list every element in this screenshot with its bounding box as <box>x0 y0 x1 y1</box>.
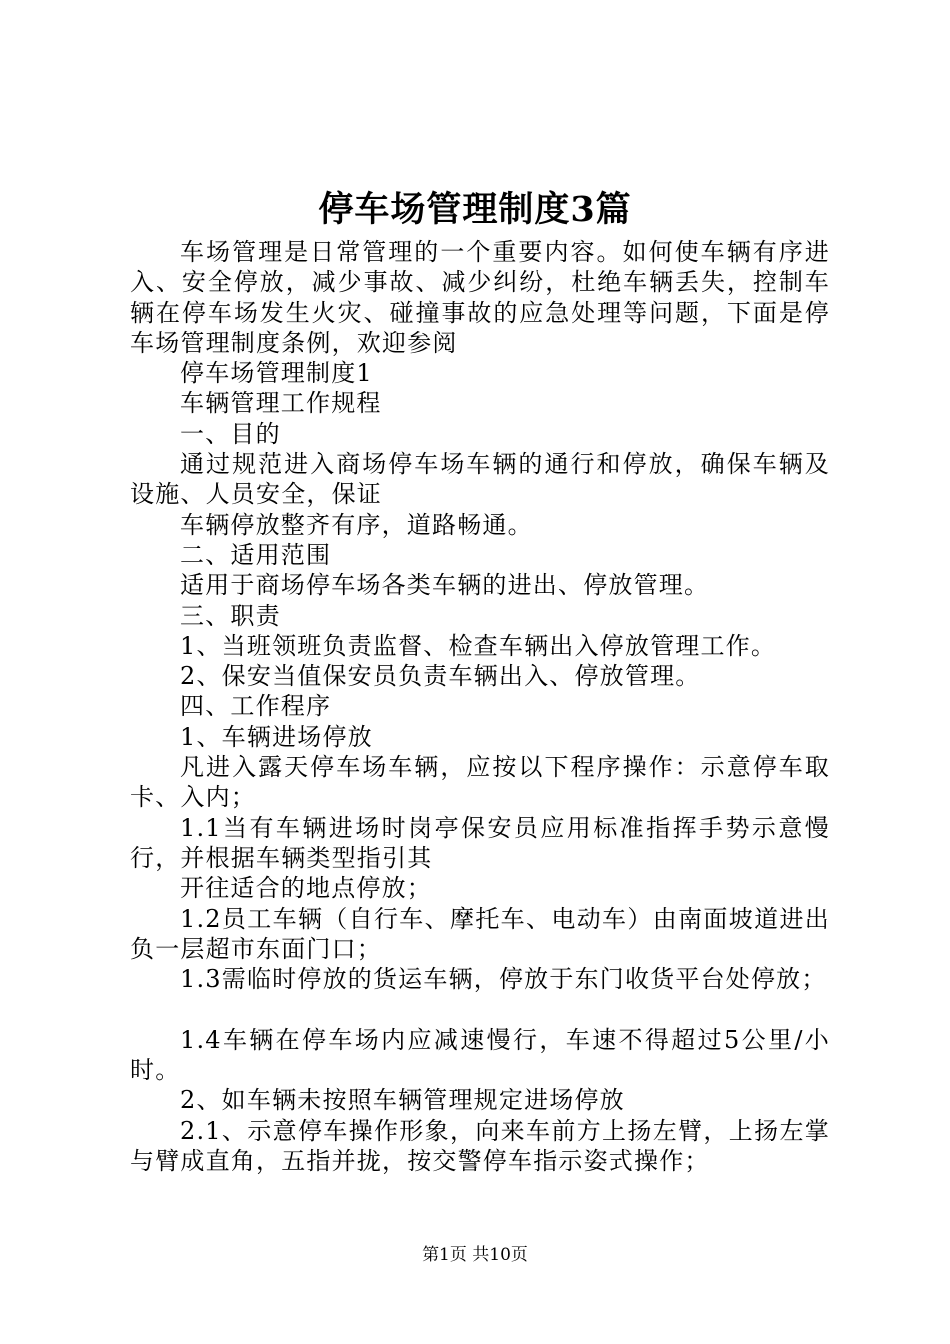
paragraph: 一、目的 <box>180 419 281 448</box>
paragraph: 停车场管理制度1 <box>180 359 373 388</box>
paragraph: 车场管理是日常管理的一个重要内容。如何使车辆有序进入、安全停放，减少事故、减少纠纷，杜绝车辆丢失，控制车辆在停车场发生火灾、碰撞事故的应急处理等问题，下面是停车场管理制度条例，欢迎参阅 <box>130 238 830 357</box>
paragraph: 2、保安当值保安员负责车辆出入、停放管理。 <box>180 662 701 691</box>
paragraph: 适用于商场停车场各类车辆的进出、停放管理。 <box>180 571 710 600</box>
paragraph: 车辆管理工作规程 <box>180 389 382 418</box>
paragraph: 车辆停放整齐有序，道路畅通。 <box>180 510 533 539</box>
paragraph: 1.1当有车辆进场时岗亭保安员应用标准指挥手势示意慢行，并根据车辆类型指引其 <box>130 813 830 872</box>
paragraph: 2、如车辆未按照车辆管理规定进场停放 <box>180 1086 625 1115</box>
document-body <box>130 237 830 1176</box>
paragraph: 1.3需临时停放的货运车辆，停放于东门收货平台处停放； <box>180 965 827 994</box>
paragraph: 四、工作程序 <box>180 692 332 721</box>
paragraph: 通过规范进入商场停车场车辆的通行和停放，确保车辆及设施、人员安全，保证 <box>130 450 830 509</box>
paragraph: 三、职责 <box>180 601 281 630</box>
paragraph: 1.4车辆在停车场内应减速慢行，车速不得超过5公里/小时。 <box>130 1025 830 1085</box>
paragraph: 开往适合的地点停放； <box>180 874 432 903</box>
paragraph: 1.2员工车辆（自行车、摩托车、电动车）由南面坡道进出负一层超市东面门口； <box>130 904 830 963</box>
blank-line <box>130 994 830 1024</box>
page-footer: 第1页 共10页 <box>422 1245 528 1265</box>
paragraph: 二、适用范围 <box>180 540 332 569</box>
paragraph: 1、当班领班负责监督、检查车辆出入停放管理工作。 <box>180 631 777 660</box>
paragraph: 1、车辆进场停放 <box>180 722 373 751</box>
document-title: 停车场管理制度3篇 <box>318 189 632 230</box>
paragraph: 2.1、示意停车操作形象，向来车前方上扬左臂，上扬左掌与臂成直角，五指并拢，按交警停车指示姿式操作； <box>130 1116 830 1175</box>
paragraph: 凡进入露天停车场车辆，应按以下程序操作：示意停车取卡、入内； <box>130 753 830 812</box>
